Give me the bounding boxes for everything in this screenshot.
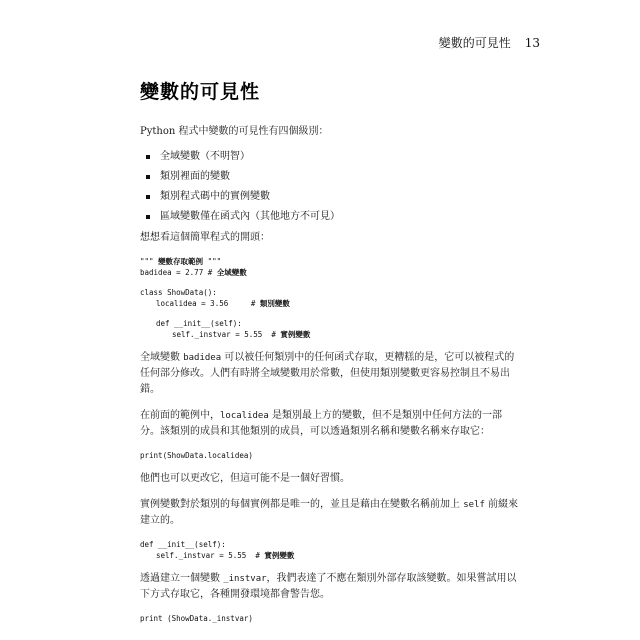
list-item — [140, 210, 520, 224]
square-bullet-icon — [146, 175, 150, 179]
visibility-levels-list — [140, 150, 520, 224]
list-item-text: 類別程式碼中的實例變數 — [160, 191, 270, 202]
instance-variable-paragraph — [140, 497, 520, 529]
code-line — [140, 256, 520, 267]
page-content — [140, 80, 520, 634]
code-line: def __init__(self): — [140, 540, 226, 549]
code-comment: 實例變數 — [264, 551, 295, 560]
paragraph-text: 全域變數 — [140, 352, 184, 363]
change-warning-paragraph: 他們也可以更改它，但這可能不是一個好習慣。 — [140, 473, 350, 484]
code-line: print (ShowData._instvar) — [140, 614, 253, 623]
code-text: self._instvar = 5.55 # — [156, 551, 265, 560]
lead-in-paragraph: 想想看這個簡單程式的開頭： — [140, 232, 270, 243]
section-heading: 變數的可見性 — [140, 81, 261, 103]
code-line — [140, 329, 520, 340]
private-variable-paragraph — [140, 571, 520, 603]
paragraph-text: 實例變數對於類別的每個實例都是唯一的，並且是藉由在變數名稱前加上 — [140, 499, 464, 510]
list-item — [140, 170, 520, 184]
paragraph-text: 是類別最上方的變數，但不是類別中任何方法的一部分。該類別的成員和其他類別的成員，可以透過類別名稱和變數名稱來存取它： — [140, 410, 502, 437]
paragraph-text: 前綴來建立的。 — [140, 499, 519, 526]
paragraph-text: 在前面的範例中， — [140, 410, 220, 421]
global-variable-paragraph — [140, 350, 520, 398]
code-text: """ — [203, 257, 222, 266]
square-bullet-icon — [146, 215, 150, 219]
inline-code: badidea — [183, 353, 222, 363]
running-header — [439, 36, 540, 50]
code-text: """ — [140, 257, 159, 266]
code-line: print(ShowData.localidea) — [140, 451, 253, 460]
list-item — [140, 150, 520, 164]
code-line — [140, 550, 520, 561]
code-text: badidea = 2.77 # — [140, 268, 217, 277]
list-item — [140, 190, 520, 204]
paragraph-text: ，我們表達了不應在類別外部存取該變數。如果嘗試用以下方式存取它，各種開發環境都會警告您。 — [140, 573, 517, 600]
code-blank-line — [140, 278, 520, 287]
code-line — [140, 267, 520, 278]
code-comment: 變數存取範例 — [158, 257, 204, 266]
code-comment: 全域變數 — [216, 268, 247, 277]
code-line: def __init__(self): — [156, 319, 242, 328]
inline-code: self — [463, 500, 485, 510]
code-block-init — [140, 539, 520, 561]
list-item-text: 全域變數（不明智） — [160, 151, 250, 162]
list-item-text: 類別裡面的變數 — [160, 171, 230, 182]
page-number: 13 — [524, 36, 540, 50]
paragraph-text: 透過建立一個變數 — [140, 573, 224, 584]
code-text: localidea = 3.56 # — [156, 299, 260, 308]
code-comment: 類別變數 — [259, 299, 290, 308]
code-block-class-example — [140, 256, 520, 340]
inline-code: _instvar — [223, 574, 267, 584]
intro-paragraph: Python 程式中變數的可見性有四個級別： — [140, 126, 329, 137]
code-block-print-instvar — [140, 613, 520, 624]
code-text: self._instvar = 5.55 # — [172, 330, 281, 339]
list-item-text: 區域變數僅在函式內（其他地方不可見） — [160, 211, 340, 222]
code-line: class ShowData(): — [140, 288, 217, 297]
header-title: 變數的可見性 — [438, 36, 511, 50]
square-bullet-icon — [146, 195, 150, 199]
code-blank-line — [140, 309, 520, 318]
inline-code: localidea — [220, 411, 269, 421]
code-line — [140, 298, 520, 309]
square-bullet-icon — [146, 155, 150, 159]
code-block-print-localidea — [140, 450, 520, 461]
paragraph-text: 可以被任何類別中的任何函式存取，更糟糕的是，它可以被程式的任何部分修改。人們有時將全域變數用於常數，但使用類別變數更容易控制且不易出錯。 — [140, 352, 515, 395]
class-variable-paragraph — [140, 408, 520, 440]
code-comment: 實例變數 — [280, 330, 311, 339]
